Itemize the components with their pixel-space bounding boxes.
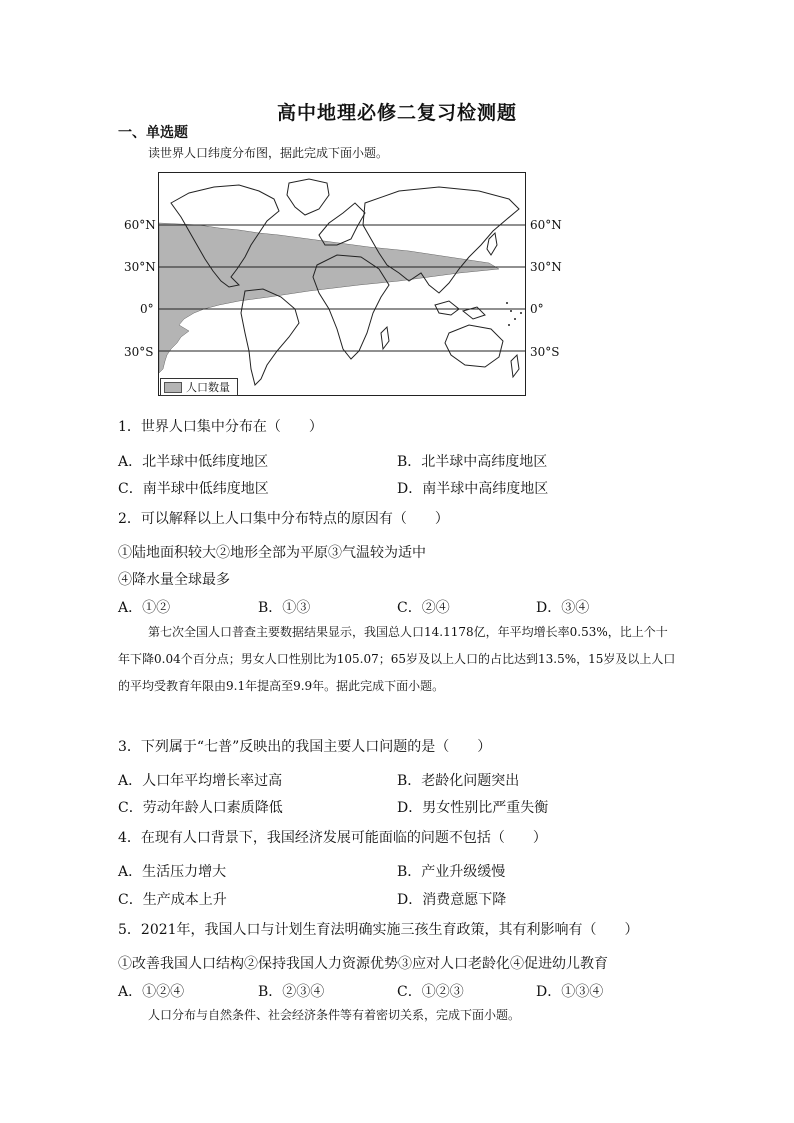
census-passage: 第七次全国人口普查主要数据结果显示，我国总人口14.1178亿，年平均增长率0.53%，比上个十年下降0.04个百分点；男女人口性别比为105.07；65岁及以上人口的占比达到13.5%，15岁及以上人口的平均受教育年限由9.1年提高至9.9年。据此完成下面小题。 <box>118 625 676 693</box>
lat-label-60n-left: 60°N <box>124 218 156 232</box>
question-2-option-a: A．①② <box>118 600 171 616</box>
question-2-option-c: C．②④ <box>397 600 450 616</box>
question-1-option-c: C．南半球中低纬度地区 <box>118 481 269 497</box>
world-population-map <box>158 172 526 396</box>
question-1-stem: 1．世界人口集中分布在（ ） <box>118 419 323 435</box>
lat-label-30s-left: 30°S <box>124 345 154 359</box>
legend-swatch <box>164 382 182 393</box>
question-5-option-a: A．①②④ <box>118 984 185 1000</box>
question-3-option-b: B．老龄化问题突出 <box>397 773 520 789</box>
map-legend <box>160 378 238 396</box>
south-america-outline <box>241 289 299 385</box>
greenland-outline <box>287 179 329 215</box>
lat-label-30s-right: 30°S <box>530 345 560 359</box>
question-4-option-a: A．生活压力增大 <box>118 864 227 880</box>
new-zealand-outline <box>511 355 519 377</box>
question-3-option-c: C．劳动年龄人口素质降低 <box>118 800 283 816</box>
question-1-option-a: A．北半球中低纬度地区 <box>118 454 269 470</box>
madagascar-outline <box>381 327 389 349</box>
section-heading: 一、单选题 <box>118 125 188 141</box>
question-4-stem: 4．在现有人口背景下，我国经济发展可能面临的问题不包括（ ） <box>118 830 547 846</box>
question-1-option-d: D．南半球中高纬度地区 <box>397 481 549 497</box>
intro-text-1: 读世界人口纬度分布图，据此完成下面小题。 <box>148 146 389 160</box>
question-2-statements-line2: ④降水量全球最多 <box>118 572 230 588</box>
question-3-option-a: A．人口年平均增长率过高 <box>118 773 283 789</box>
europe-outline <box>319 203 365 245</box>
question-2-statements-line1: ①陆地面积较大②地形全部为平原③气温较为适中 <box>118 545 426 561</box>
question-2-option-b: B．①③ <box>258 600 311 616</box>
question-5-option-c: C．①②③ <box>397 984 464 1000</box>
lat-label-60n-right: 60°N <box>530 218 562 232</box>
lat-label-0-right: 0° <box>530 302 544 316</box>
australia-outline <box>445 325 503 367</box>
question-3-stem: 3．下列属于“七普”反映出的我国主要人口问题的是（ ） <box>118 739 492 755</box>
question-4-option-b: B．产业升级缓慢 <box>397 864 506 880</box>
question-4-option-c: C．生产成本上升 <box>118 892 227 908</box>
question-2-stem: 2．可以解释以上人口集中分布特点的原因有（ ） <box>118 511 449 527</box>
question-5-statements: ①改善我国人口结构②保持我国人力资源优势③应对人口老龄化④促进幼儿教育 <box>118 956 608 972</box>
legend-label: 人口数量 <box>186 381 230 394</box>
question-2-option-d: D．③④ <box>536 600 590 616</box>
question-5-option-b: B．②③④ <box>258 984 325 1000</box>
map-svg <box>159 173 526 396</box>
question-3-option-d: D．男女性别比严重失衡 <box>397 800 549 816</box>
indonesia-outline <box>435 301 485 319</box>
lat-label-30n-right: 30°N <box>530 260 562 274</box>
page-title: 高中地理必修二复习检测题 <box>276 102 517 124</box>
lat-label-30n-left: 30°N <box>124 260 156 274</box>
pacific-islands <box>506 302 522 326</box>
question-5-stem: 5．2021年，我国人口与计划生育法明确实施三孩生育政策，其有利影响有（ ） <box>118 922 639 938</box>
lat-label-0-left: 0° <box>140 302 154 316</box>
question-5-option-d: D．①③④ <box>536 984 604 1000</box>
intro-text-2: 人口分布与自然条件、社会经济条件等有着密切关系，完成下面小题。 <box>148 1008 521 1022</box>
question-1-option-b: B．北半球中高纬度地区 <box>397 454 548 470</box>
question-4-option-d: D．消费意愿下降 <box>397 892 507 908</box>
